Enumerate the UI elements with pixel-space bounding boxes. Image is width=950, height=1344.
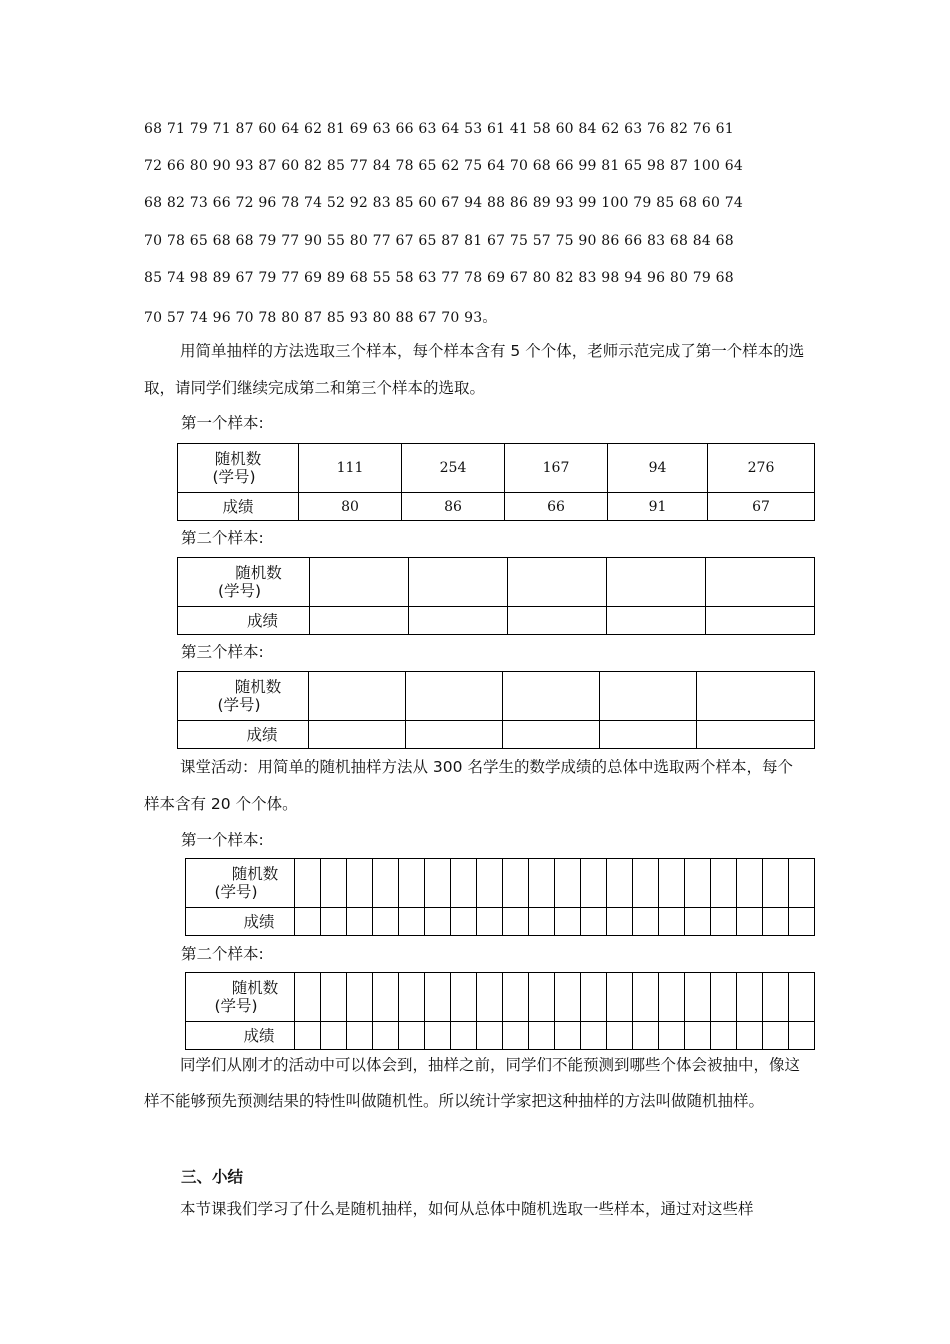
activity-sample2-score-cell[interactable] — [347, 1022, 373, 1050]
activity-sample2-score-cell[interactable] — [607, 1022, 633, 1050]
activity-sample2-number-cell[interactable] — [425, 973, 451, 1022]
score-header: 成绩 — [186, 908, 295, 936]
activity-sample1-number-cell[interactable] — [451, 859, 477, 908]
activity-sample1-score-cell[interactable] — [581, 908, 607, 936]
sample3-score-cell[interactable] — [697, 721, 815, 749]
activity-sample2-score-cell[interactable] — [763, 1022, 789, 1050]
activity-sample1-number-cell[interactable] — [503, 859, 529, 908]
summary-paragraph: 本节课我们学习了什么是随机抽样，如何从总体中随机选取一些样本，通过对这些样 — [180, 1200, 754, 1218]
activity-sample1-number-cell[interactable] — [737, 859, 763, 908]
sample3-label: 第三个样本: — [181, 643, 264, 661]
activity-sample2-number-cell[interactable] — [347, 973, 373, 1022]
sample1-label: 第一个样本: — [181, 414, 264, 432]
activity-sample2-score-cell[interactable] — [373, 1022, 399, 1050]
activity-sample1-number-cell[interactable] — [321, 859, 347, 908]
sample1-score-1: 80 — [299, 493, 402, 521]
activity-sample1-number-cell[interactable] — [685, 859, 711, 908]
activity-sample1-number-cell[interactable] — [347, 859, 373, 908]
sample2-number-cell[interactable] — [409, 558, 508, 607]
activity-sample1-score-cell[interactable] — [763, 908, 789, 936]
data-line-6: 70 57 74 96 70 78 80 87 85 93 80 88 67 70 93。 — [144, 310, 497, 326]
sample3-number-cell[interactable] — [309, 672, 406, 721]
activity-sample1-number-cell[interactable] — [399, 859, 425, 908]
activity-sample1-score-cell[interactable] — [321, 908, 347, 936]
activity-sample1-score-cell[interactable] — [633, 908, 659, 936]
sample2-number-cell[interactable] — [706, 558, 815, 607]
activity-sample1-number-cell[interactable] — [607, 859, 633, 908]
sample1-number-3: 167 — [505, 444, 608, 493]
sample1-number-4: 94 — [608, 444, 708, 493]
activity-sample1-number-cell[interactable] — [789, 859, 815, 908]
activity-sample2-score-cell[interactable] — [295, 1022, 321, 1050]
sample2-score-cell[interactable] — [409, 607, 508, 635]
activity-sample1-score-cell[interactable] — [425, 908, 451, 936]
activity-sample1-score-cell[interactable] — [711, 908, 737, 936]
activity-sample2-score-cell[interactable] — [503, 1022, 529, 1050]
activity-sample2-label: 第二个样本: — [181, 945, 264, 963]
activity-sample1-number-cell[interactable] — [581, 859, 607, 908]
activity-sample1-score-cell[interactable] — [685, 908, 711, 936]
activity-sample2-score-cell[interactable] — [399, 1022, 425, 1050]
sample3-table — [177, 671, 815, 749]
score-header: 成绩 — [178, 493, 299, 521]
activity-sample2-score-cell[interactable] — [633, 1022, 659, 1050]
activity-sample2-number-cell[interactable] — [581, 973, 607, 1022]
sample1-score-5: 67 — [708, 493, 815, 521]
sample3-score-cell[interactable] — [406, 721, 503, 749]
sample3-score-cell[interactable] — [503, 721, 600, 749]
sample2-score-cell[interactable] — [310, 607, 409, 635]
data-line-4: 70 78 65 68 68 79 77 90 55 80 77 67 65 87 81 67 75 57 75 90 86 66 83 68 84 68 — [144, 233, 734, 249]
activity-paragraph: 课堂活动：用简单的随机抽样方法从 300 名学生的数学成绩的总体中选取两个样本，每个样本含有 20 个个体。 — [144, 758, 793, 813]
activity-sample2-number-cell[interactable] — [685, 973, 711, 1022]
activity-sample1-number-cell[interactable] — [633, 859, 659, 908]
activity-sample2-number-cell[interactable] — [477, 973, 503, 1022]
sample1-score-3: 66 — [505, 493, 608, 521]
activity-sample2-score-cell[interactable] — [581, 1022, 607, 1050]
activity-sample1-score-cell[interactable] — [347, 908, 373, 936]
activity-sample2-score-cell[interactable] — [789, 1022, 815, 1050]
data-line-1: 68 71 79 71 87 60 64 62 81 69 63 66 63 64 53 61 41 58 60 84 62 63 76 82 76 61 — [144, 121, 734, 137]
activity-sample1-number-cell[interactable] — [711, 859, 737, 908]
data-line-2: 72 66 80 90 93 87 60 82 85 77 84 78 65 62 75 64 70 68 66 99 81 65 98 87 100 64 — [144, 158, 743, 174]
activity-sample2-number-cell[interactable] — [659, 973, 685, 1022]
activity-sample2-score-cell[interactable] — [451, 1022, 477, 1050]
random-number-header: 随机数 (学号) — [186, 859, 295, 908]
activity-sample1-score-cell[interactable] — [789, 908, 815, 936]
activity-sample1-score-cell[interactable] — [659, 908, 685, 936]
sample1-number-5: 276 — [708, 444, 815, 493]
sample3-score-cell[interactable] — [309, 721, 406, 749]
score-header: 成绩 — [178, 721, 309, 749]
activity-sample2-number-cell[interactable] — [763, 973, 789, 1022]
activity-sample1-number-cell[interactable] — [555, 859, 581, 908]
activity-sample1-score-cell[interactable] — [373, 908, 399, 936]
activity-sample2-number-cell[interactable] — [373, 973, 399, 1022]
activity-sample2-number-cell[interactable] — [451, 973, 477, 1022]
sample3-score-cell[interactable] — [600, 721, 697, 749]
activity-sample2-score-cell[interactable] — [425, 1022, 451, 1050]
sample1-table — [177, 443, 815, 521]
activity-sample1-number-cell[interactable] — [373, 859, 399, 908]
activity-sample2-score-cell[interactable] — [529, 1022, 555, 1050]
sample2-label: 第二个样本: — [181, 529, 264, 547]
activity-sample2-score-cell[interactable] — [685, 1022, 711, 1050]
random-number-header: 随机数 (学号) — [186, 973, 295, 1022]
score-header: 成绩 — [186, 1022, 295, 1050]
activity-sample1-number-cell[interactable] — [425, 859, 451, 908]
sample2-number-cell[interactable] — [310, 558, 409, 607]
activity-sample2-number-cell[interactable] — [737, 973, 763, 1022]
activity-sample1-score-cell[interactable] — [477, 908, 503, 936]
activity-sample2-score-cell[interactable] — [711, 1022, 737, 1050]
activity-sample2-number-cell[interactable] — [399, 973, 425, 1022]
section-heading: 三、小结 — [181, 1168, 244, 1186]
score-header: 成绩 — [178, 607, 310, 635]
activity-sample2-number-cell[interactable] — [503, 973, 529, 1022]
sample2-number-cell[interactable] — [607, 558, 706, 607]
sample1-number-1: 111 — [299, 444, 402, 493]
sample3-number-cell[interactable] — [600, 672, 697, 721]
activity-sample2-number-cell[interactable] — [633, 973, 659, 1022]
random-number-header: 随机数 (学号) — [178, 558, 310, 607]
activity-sample1-number-cell[interactable] — [295, 859, 321, 908]
activity-sample2-number-cell[interactable] — [555, 973, 581, 1022]
sample2-number-cell[interactable] — [508, 558, 607, 607]
sample3-number-cell[interactable] — [503, 672, 600, 721]
activity-sample1-table — [185, 858, 815, 936]
activity-sample1-label: 第一个样本: — [181, 831, 264, 849]
activity-sample1-score-cell[interactable] — [399, 908, 425, 936]
activity-sample2-score-cell[interactable] — [477, 1022, 503, 1050]
activity-sample1-score-cell[interactable] — [607, 908, 633, 936]
activity-sample1-score-cell[interactable] — [529, 908, 555, 936]
sample1-score-2: 86 — [402, 493, 505, 521]
activity-sample1-score-cell[interactable] — [295, 908, 321, 936]
activity-sample2-number-cell[interactable] — [295, 973, 321, 1022]
random-number-header: 随机数 (学号) — [178, 672, 309, 721]
data-line-3: 68 82 73 66 72 96 78 74 52 92 83 85 60 67 94 88 86 89 93 99 100 79 85 68 60 74 — [144, 195, 743, 211]
activity-sample2-number-cell[interactable] — [607, 973, 633, 1022]
activity-sample2-number-cell[interactable] — [321, 973, 347, 1022]
activity-sample2-score-cell[interactable] — [659, 1022, 685, 1050]
activity-sample1-number-cell[interactable] — [529, 859, 555, 908]
sample2-table — [177, 557, 815, 635]
activity-sample1-number-cell[interactable] — [659, 859, 685, 908]
sample2-score-cell[interactable] — [706, 607, 815, 635]
sample2-score-cell[interactable] — [508, 607, 607, 635]
activity-sample1-number-cell[interactable] — [763, 859, 789, 908]
sample1-score-4: 91 — [608, 493, 708, 521]
activity-sample2-number-cell[interactable] — [529, 973, 555, 1022]
conclusion-paragraph: 同学们从刚才的活动中可以体会到，抽样之前，同学们不能预测到哪些个体会被抽中，像这样不能够预先预测结果的特性叫做随机性。所以统计学家把这种抽样的方法叫做随机抽样。 — [144, 1056, 801, 1110]
activity-sample2-score-cell[interactable] — [737, 1022, 763, 1050]
sample1-number-2: 254 — [402, 444, 505, 493]
activity-sample2-score-cell[interactable] — [321, 1022, 347, 1050]
random-number-header: 随机数 (学号) — [178, 444, 299, 493]
sample2-score-cell[interactable] — [607, 607, 706, 635]
sample3-number-cell[interactable] — [406, 672, 503, 721]
data-line-5: 85 74 98 89 67 79 77 69 89 68 55 58 63 77 78 69 67 80 82 83 98 94 96 80 79 68 — [144, 270, 734, 286]
sample3-number-cell[interactable] — [697, 672, 815, 721]
instruction-paragraph: 用简单抽样的方法选取三个样本，每个样本含有 5 个个体，老师示范完成了第一个样本的选取，请同学们继续完成第二和第三个样本的选取。 — [144, 342, 805, 397]
activity-sample1-score-cell[interactable] — [737, 908, 763, 936]
activity-sample2-score-cell[interactable] — [555, 1022, 581, 1050]
activity-sample2-table — [185, 972, 815, 1050]
activity-sample2-number-cell[interactable] — [711, 973, 737, 1022]
activity-sample1-score-cell[interactable] — [451, 908, 477, 936]
activity-sample1-score-cell[interactable] — [503, 908, 529, 936]
activity-sample2-number-cell[interactable] — [789, 973, 815, 1022]
activity-sample1-score-cell[interactable] — [555, 908, 581, 936]
activity-sample1-number-cell[interactable] — [477, 859, 503, 908]
